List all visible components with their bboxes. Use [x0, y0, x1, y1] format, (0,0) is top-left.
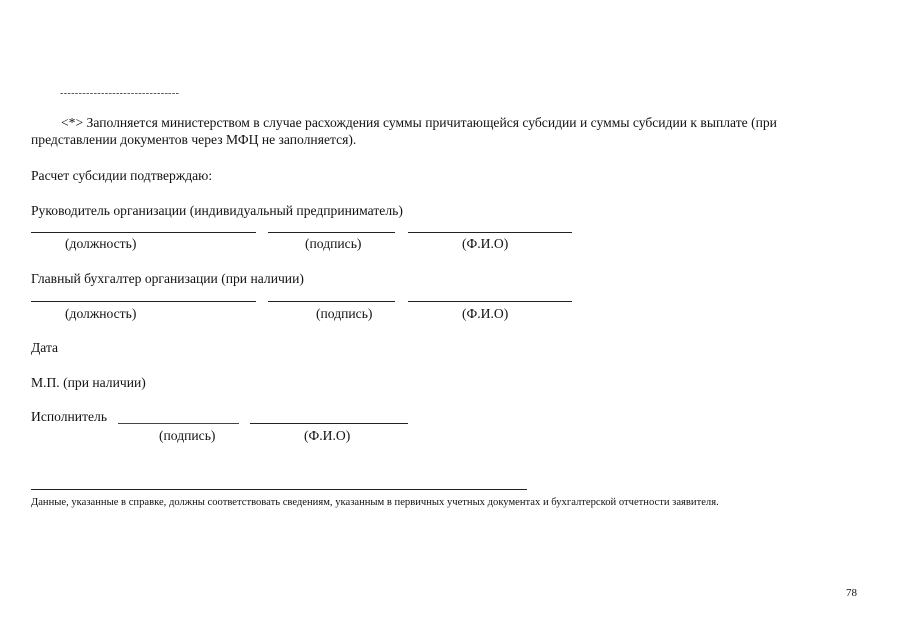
executor-name-caption: (Ф.И.О) [304, 428, 351, 443]
executor-label: Исполнитель [31, 409, 108, 424]
executor-signature-caption: (подпись) [159, 428, 216, 443]
accountant-signature-line [268, 301, 395, 302]
accountant-name-line [408, 301, 572, 302]
executor-name-line [250, 423, 408, 424]
accountant-position-line [31, 301, 256, 302]
accountant-title: Главный бухгалтер организации (при наличии) [31, 271, 304, 286]
executor-signature-line [118, 423, 239, 424]
head-name-caption: (Ф.И.О) [462, 236, 509, 251]
date-label: Дата [31, 340, 59, 355]
head-position-line [31, 232, 256, 233]
head-position-caption: (должность) [65, 236, 137, 251]
accountant-position-caption: (должность) [65, 306, 137, 321]
head-signature-caption: (подпись) [305, 236, 362, 251]
head-title: Руководитель организации (индивидуальный предприниматель) [31, 203, 403, 218]
footnote-separator [31, 489, 527, 490]
accountant-signature-caption: (подпись) [316, 306, 373, 321]
head-signature-line [268, 232, 395, 233]
head-name-line [408, 232, 572, 233]
confirm-label: Расчет субсидии подтверждаю: [31, 168, 213, 183]
footnote-text: Данные, указанные в справке, должны соответствовать сведениям, указанным в первичных учетных документах и бухгалтерской отчетности заявителя. [31, 497, 719, 508]
accountant-name-caption: (Ф.И.О) [462, 306, 509, 321]
note-paragraph: <*> Заполняется министерством в случае расхождения суммы причитающейся субсидии и суммы субсидии к выплате (при представлении документов через МФЦ не заполняется). [31, 115, 777, 147]
stamp-label: М.П. (при наличии) [31, 375, 146, 390]
note-separator: -------------------------------- [60, 88, 180, 99]
page-number: 78 [846, 587, 857, 599]
